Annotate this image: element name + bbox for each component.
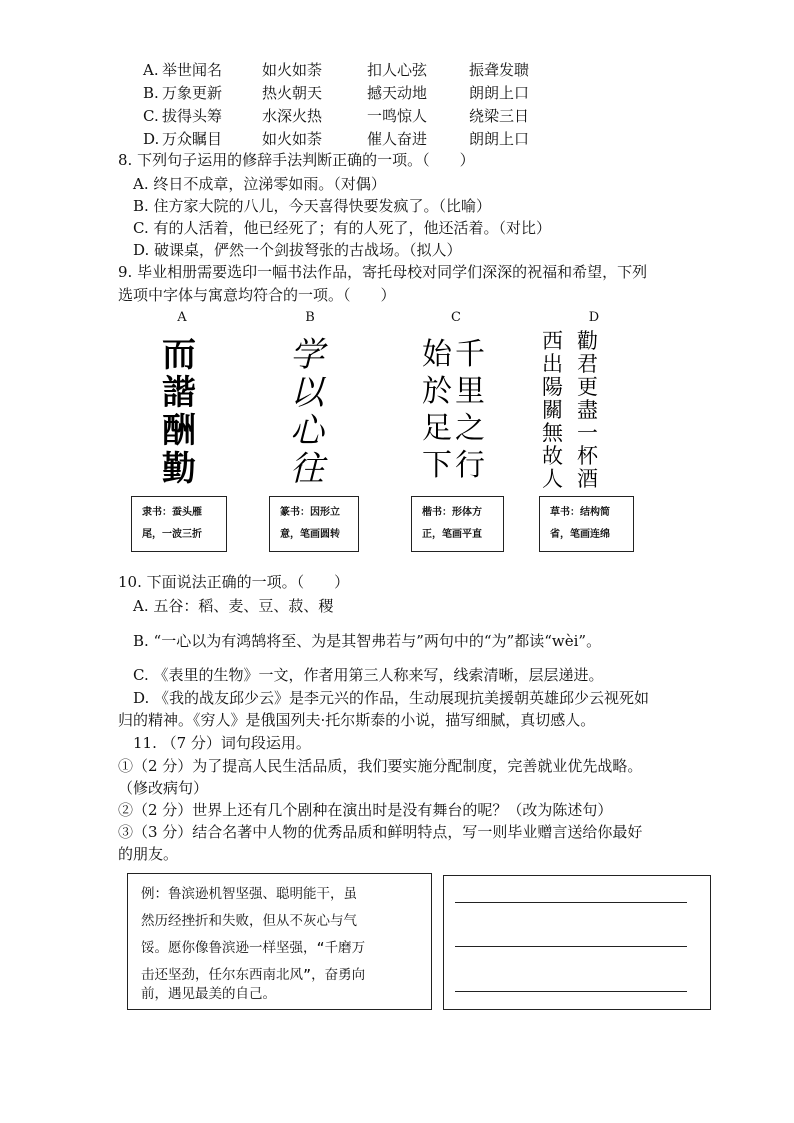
caption-box-b: [269, 496, 359, 552]
calligraphy-char: 心: [290, 411, 324, 451]
option-word: 朗朗上口: [469, 84, 530, 102]
q11-item-3: ③（3 分）结合名著中人物的优秀品质和鲜明特点，写一则毕业赠言送给你最好: [118, 823, 643, 841]
q10-option-d-line1: D. 《我的战友邱少云》是李元兴的作品，生动展现抗美援朝英雄邱少云视死如: [133, 689, 650, 707]
caption-line: 省，笔画连绵: [550, 529, 610, 540]
calligraphy-d: [542, 330, 612, 491]
calligraphy-char: 無一: [542, 421, 612, 445]
q11-item-2: ②（2 分）世界上还有几个剧种在演出时是没有舞台的呢？（改为陈述句）: [118, 801, 613, 819]
q11-item-1-note: （修改病句）: [118, 779, 209, 797]
caption-line: 隶书：蚕头雁: [142, 507, 202, 518]
option-letter: A.: [143, 61, 159, 79]
q9-col-label-d: D: [588, 310, 600, 325]
q7-option-b: [0, 83, 794, 103]
q11-stem: 11. （7 分）词句段运用。: [133, 734, 311, 752]
caption-line: 尾，一波三折: [142, 529, 202, 540]
option-word: 撼天动地: [367, 84, 428, 102]
calligraphy-char: 而: [162, 335, 196, 375]
q11-item-1: ①（2 分）为了提高人民生活品质，我们要实施分配制度，完善就业优先战略。: [118, 757, 643, 775]
caption-line: 意，笔画圆转: [280, 529, 340, 540]
caption-line: 正，笔画平直: [422, 529, 482, 540]
q8-option-a: A. 终日不成章，泣涕零如雨。（对偶）: [133, 175, 386, 193]
example-box: [127, 873, 432, 1010]
option-word: 举世闻名: [162, 61, 223, 79]
answer-line-1[interactable]: [455, 902, 687, 903]
option-letter: D.: [143, 130, 160, 148]
calligraphy-char: 陽更: [542, 375, 612, 399]
calligraphy-char: 於里: [422, 374, 488, 409]
calligraphy-char: 以: [290, 373, 324, 413]
calligraphy-char: 勤: [162, 449, 196, 489]
option-word: 振聋发聩: [469, 61, 530, 79]
q8-stem: 8. 下列句子运用的修辞手法判断正确的一项。（ ）: [118, 151, 475, 169]
option-word: 朗朗上口: [469, 130, 530, 148]
q9-col-label-b: B: [305, 310, 315, 325]
q9-col-label-c: C: [451, 310, 461, 325]
option-letter: B.: [143, 84, 159, 102]
q7-option-a: [0, 60, 794, 80]
q10-option-d-line2: 归的精神。《穷人》是俄国列夫·托尔斯泰的小说，描写细腻，真切感人。: [118, 711, 596, 729]
answer-line-3[interactable]: [455, 991, 687, 992]
example-line: 然历经挫折和失败，但从不灰心与气: [141, 913, 357, 929]
q10-option-c: C. 《表里的生物》一文，作者用第三人称来写，线索清晰，层层递进。: [133, 666, 604, 684]
q9-col-label-a: A: [177, 310, 187, 325]
answer-box: [443, 875, 711, 1010]
option-word: 绕梁三日: [469, 107, 530, 125]
q8-option-d: D. 破课桌，俨然一个剑拔弩张的古战场。（拟人）: [133, 241, 462, 259]
q9-stem-line2: 选项中字体与寓意均符合的一项。（ ）: [118, 286, 396, 304]
calligraphy-char: 足之: [422, 411, 488, 446]
calligraphy-c: [422, 336, 488, 484]
option-letter: C.: [143, 107, 159, 125]
option-word: 万象更新: [162, 84, 223, 102]
calligraphy-char: 学: [290, 335, 324, 375]
example-line: 击还坚劲，任尔东西南北风”，奋勇向: [141, 967, 366, 983]
option-word: 催人奋进: [367, 130, 428, 148]
calligraphy-char: 往: [290, 449, 324, 489]
caption-line: 楷书：形体方: [422, 507, 482, 518]
calligraphy-char: 始千: [422, 337, 488, 372]
q7-option-d: [0, 129, 794, 149]
calligraphy-b: [290, 336, 324, 488]
calligraphy-char: 出君: [542, 352, 612, 376]
caption-box-a: [131, 496, 227, 552]
option-word: 万众瞩目: [162, 130, 223, 148]
option-word: 拔得头筹: [162, 107, 223, 125]
q10-option-b: B. “一心以为有鸿鹄将至、为是其智弗若与”两句中的“为”都读“wèi”。: [133, 632, 602, 650]
caption-box-c: [411, 496, 504, 552]
q8-option-b: B. 住方家大院的八儿，今天喜得快要发疯了。（比喻）: [133, 197, 492, 215]
example-line: 馁。愿你像鲁滨逊一样坚强，“千磨万: [141, 940, 366, 956]
example-line: 例：鲁滨逊机智坚强、聪明能干，虽: [141, 886, 357, 902]
option-word: 水深火热: [262, 107, 323, 125]
calligraphy-char: 人酒: [542, 467, 612, 491]
option-word: 扣人心弦: [367, 61, 428, 79]
caption-box-d: [539, 496, 634, 552]
calligraphy-char: 關盡: [542, 398, 612, 422]
answer-line-2[interactable]: [455, 946, 687, 947]
calligraphy-char: 下行: [422, 448, 488, 483]
option-word: 一鸣惊人: [367, 107, 428, 125]
q10-stem: 10. 下面说法正确的一项。（ ）: [118, 573, 350, 591]
q9-stem-line1: 9. 毕业相册需要选印一幅书法作品，寄托母校对同学们深深的祝福和希望，下列: [118, 263, 648, 281]
caption-line: 篆书：因形立: [280, 507, 340, 518]
example-line: 前，遇见最美的自己。: [141, 986, 276, 1002]
calligraphy-char: 酬: [162, 411, 196, 451]
calligraphy-char: 諧: [162, 373, 196, 413]
option-word: 如火如荼: [262, 61, 323, 79]
calligraphy-a: [162, 336, 196, 488]
option-word: 热火朝天: [262, 84, 323, 102]
q8-option-c: C. 有的人活着，他已经死了；有的人死了，他还活着。（对比）: [133, 219, 551, 237]
q11-item-3-cont: 的朋友。: [118, 845, 179, 863]
option-word: 如火如荼: [262, 130, 323, 148]
calligraphy-char: 故杯: [542, 444, 612, 468]
caption-line: 草书：结构简: [550, 507, 610, 518]
q7-option-c: [0, 106, 794, 126]
q10-option-a: A. 五谷：稻、麦、豆、菽、稷: [133, 597, 334, 615]
calligraphy-char: 西勸: [542, 329, 612, 353]
